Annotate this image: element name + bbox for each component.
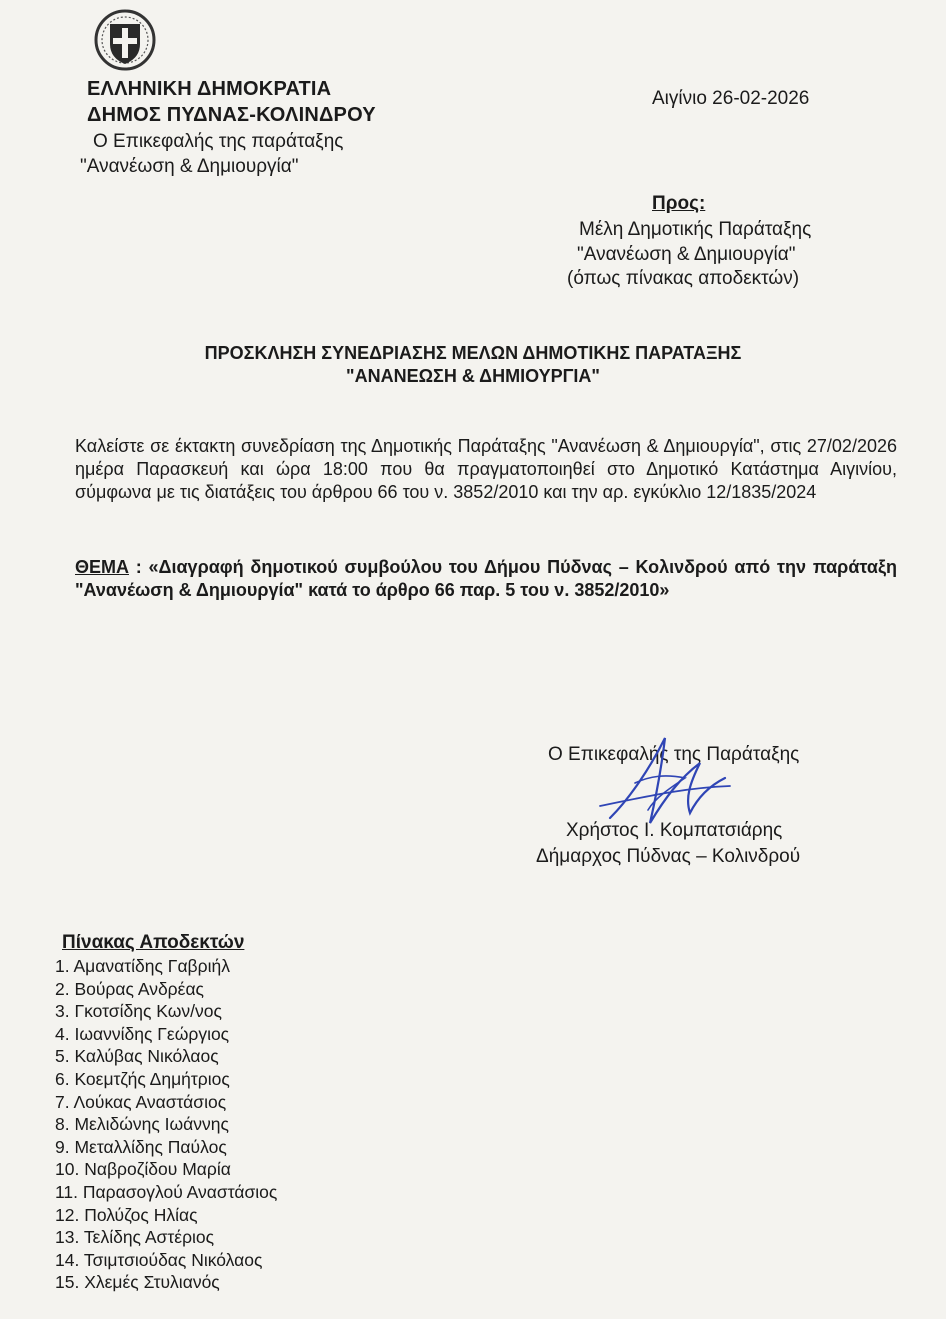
signatory-name: Χρήστος Ι. Κομπατσιάρης <box>566 820 783 841</box>
recipient-item: 14. Τσιμτσιούδας Νικόλαος <box>55 1249 263 1270</box>
to-label: Προς: <box>652 193 706 214</box>
to-line-faction: "Ανανέωση & Δημιουργία" <box>577 244 796 265</box>
invitation-title: ΠΡΟΣΚΛΗΣΗ ΣΥΝΕΔΡΙΑΣΗΣ ΜΕΛΩΝ ΔΗΜΟΤΙΚΗΣ ΠΑΡΑΤΑΞΗΣ <box>204 343 742 363</box>
recipient-item: 2. Βούρας Ανδρέας <box>55 978 204 999</box>
to-line-recipients: (όπως πίνακας αποδεκτών) <box>567 268 800 289</box>
recipient-item: 4. Ιωαννίδης Γεώργιος <box>55 1023 230 1044</box>
subject-paragraph <box>75 556 897 602</box>
subject-text: : «Διαγραφή δημοτικού συμβούλου του Δήμου Πύδνας – Κολινδρού από την παράταξη "Ανανέωση & Δημιουργία" κατά το άρθρο 66 παρ. 5 του ν. 3852/2010» <box>75 557 897 600</box>
recipient-item: 3. Γκοτσίδης Κων/νος <box>55 1001 222 1022</box>
document-date: Αιγίνιο 26-02-2026 <box>652 88 810 109</box>
recipient-item: 11. Παρασογλού Αναστάσιος <box>55 1181 278 1202</box>
recipient-item: 5. Καλύβας Νικόλαος <box>55 1046 219 1067</box>
recipient-item: 15. Χλεμές Στυλιανός <box>55 1272 220 1293</box>
header-line-faction: "Ανανέωση & Δημιουργία" <box>80 156 299 177</box>
recipient-item: 13. Τελίδης Αστέριος <box>55 1227 215 1248</box>
invitation-body: Καλείστε σε έκτακτη συνεδρίαση της Δημοτικής Παράταξης "Ανανέωση & Δημιουργία", στις 27/02/2026 ημέρα Παρασκευή και ώρα 18:00 που θα πραγματοποιηθεί στο Δημοτικό Κατάστημα Αιγινίου, σύμφωνα με τις διατάξεις του άρθρου 66 του ν. 3852/2010 και την αρ. εγκύκλιο 12/1835/2024 <box>75 436 897 502</box>
invitation-title-faction: "ΑΝΑΝΕΩΣΗ & ΔΗΜΙΟΥΡΓΙΑ" <box>346 366 600 386</box>
recipient-item: 6. Κοεμτζής Δημήτριος <box>55 1068 230 1089</box>
recipient-item: 9. Μεταλλίδης Παύλος <box>55 1136 227 1157</box>
header-line-municipality: ΔΗΜΟΣ ΠΥΔΝΑΣ-ΚΟΛΙΝΔΡΟΥ <box>87 104 376 126</box>
to-line-members: Μέλη Δημοτικής Παράταξης <box>579 219 812 240</box>
recipients-title: Πίνακας Αποδεκτών <box>62 932 245 953</box>
coat-of-arms-icon <box>93 8 157 72</box>
recipient-item: 10. Ναβροζίδου Μαρία <box>55 1159 231 1180</box>
header-line-role: Ο Επικεφαλής της παράταξης <box>93 131 344 152</box>
header-line-country: ΕΛΛΗΝΙΚΗ ΔΗΜΟΚΡΑΤΙΑ <box>87 78 332 100</box>
signatory-role: Ο Επικεφαλής της Παράταξης <box>548 744 800 765</box>
recipients-list <box>55 955 277 1294</box>
recipient-item: 12. Πολύζος Ηλίας <box>55 1204 198 1225</box>
recipient-item: 7. Λούκας Αναστάσιος <box>55 1091 227 1112</box>
recipient-item: 8. Μελιδώνης Ιωάννης <box>55 1114 229 1135</box>
signatory-title: Δήμαρχος Πύδνας – Κολινδρού <box>536 846 801 867</box>
recipient-item: 1. Αμανατίδης Γαβριήλ <box>55 956 230 976</box>
subject-label: ΘΕΜΑ <box>75 557 129 577</box>
